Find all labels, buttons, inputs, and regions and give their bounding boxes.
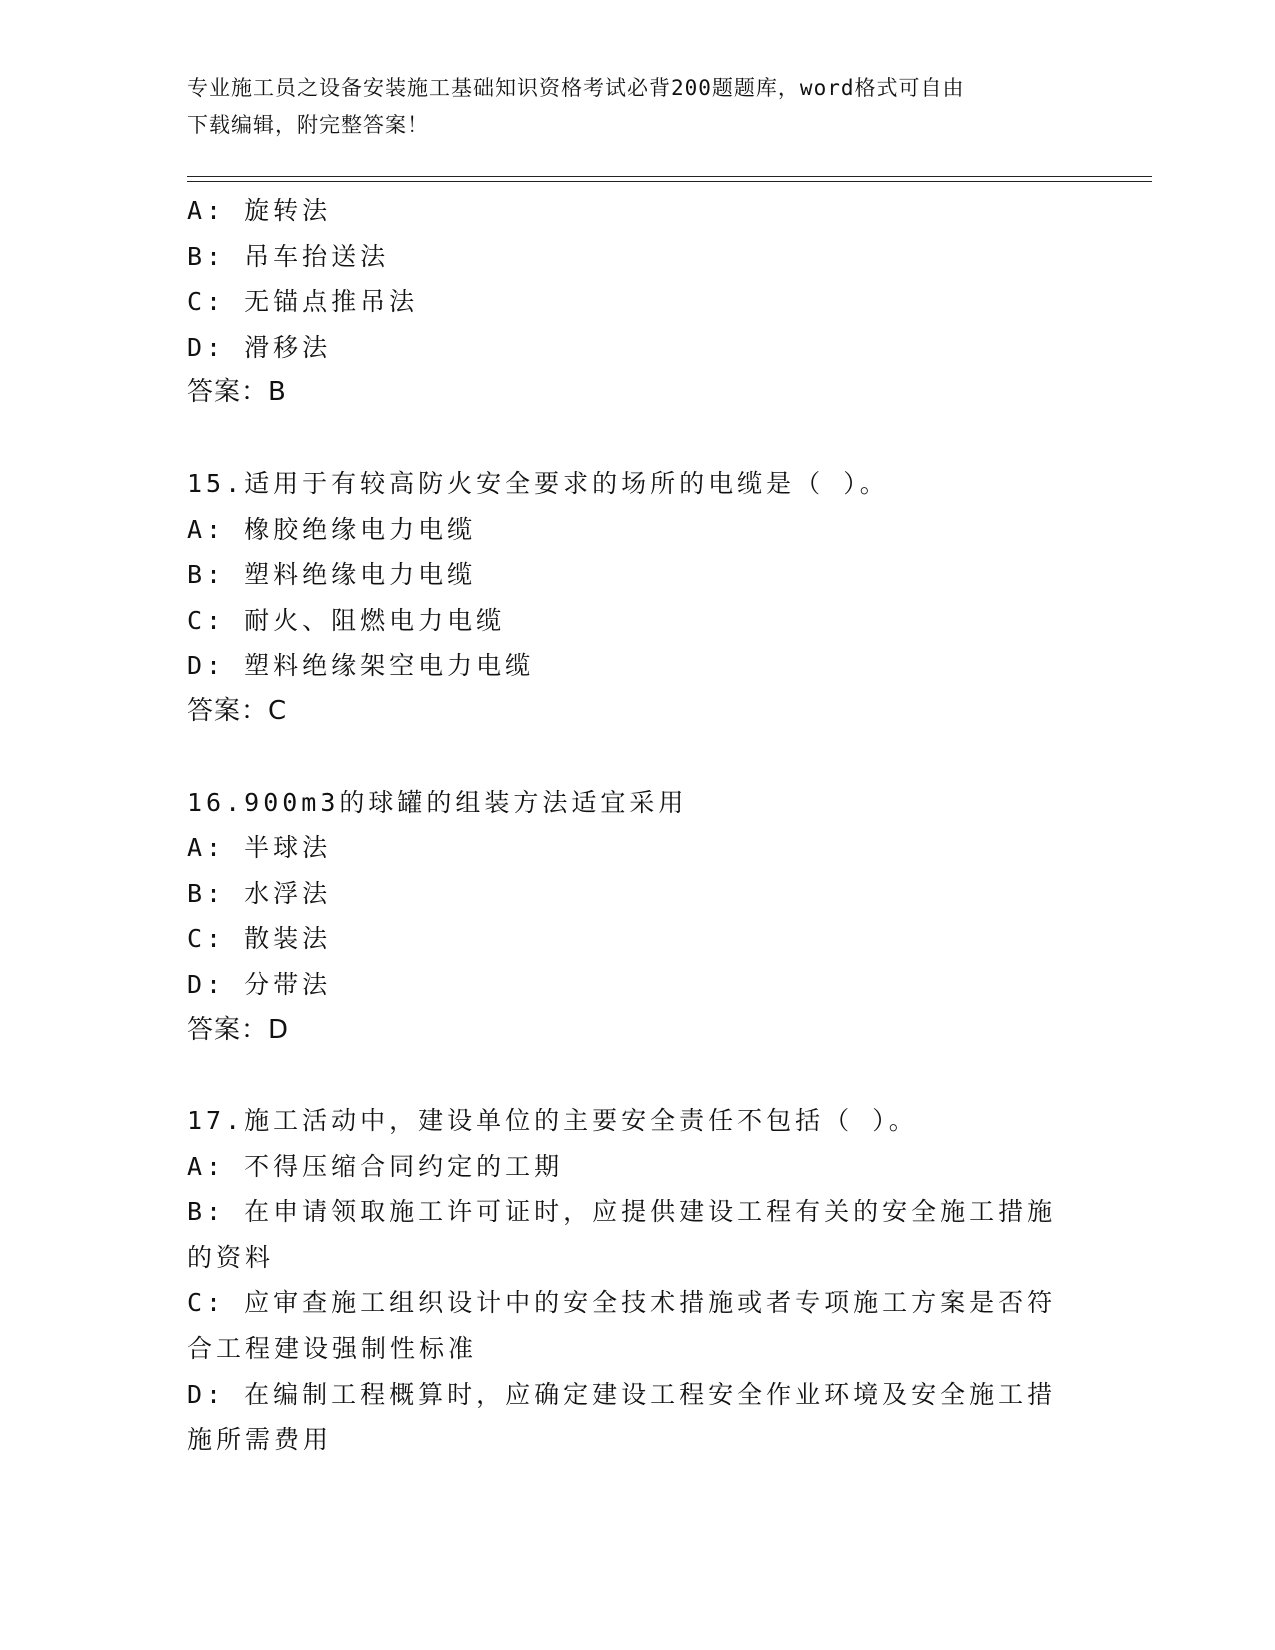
option-a: A: 不得压缩合同约定的工期 bbox=[187, 1151, 564, 1181]
option-b: B: 水浮法 bbox=[187, 878, 332, 908]
answer-line: 答案：C bbox=[187, 695, 288, 726]
option-d: D: 分带法 bbox=[187, 969, 332, 999]
option-d: D: 滑移法 bbox=[187, 332, 332, 362]
header-title-line-1: 专业施工员之设备安装施工基础知识资格考试必背200题题库，word格式可自由 bbox=[187, 76, 965, 100]
answer-line: 答案：D bbox=[187, 1014, 290, 1045]
spacer bbox=[187, 735, 1087, 780]
option-b: B: 在申请领取施工许可证时，应提供建设工程有关的安全施工措施的资料 bbox=[187, 1197, 1057, 1272]
spacer bbox=[187, 416, 1087, 461]
option-c: C: 散装法 bbox=[187, 924, 332, 954]
question-block-14 bbox=[187, 188, 1087, 416]
option-d: D: 在编制工程概算时，应确定建设工程安全作业环境及安全施工措施所需费用 bbox=[187, 1379, 1057, 1455]
option-c: C: 应审查施工组织设计中的安全技术措施或者专项施工方案是否符合工程建设强制性标准 bbox=[187, 1288, 1057, 1364]
option-d: D: 塑料绝缘架空电力电缆 bbox=[187, 651, 535, 681]
option-b: B: 塑料绝缘电力电缆 bbox=[187, 560, 477, 590]
question-stem: 16.900m3的球罐的组装方法适宜采用 bbox=[187, 787, 688, 817]
answer-line: 答案：B bbox=[187, 377, 287, 408]
option-a: A: 旋转法 bbox=[187, 196, 332, 225]
option-c: C: 耐火、阻燃电力电缆 bbox=[187, 605, 506, 635]
header-divider-bottom bbox=[187, 181, 1152, 182]
spacer bbox=[187, 1053, 1087, 1098]
option-a: A: 橡胶绝缘电力电缆 bbox=[187, 514, 477, 544]
question-block-16 bbox=[187, 780, 1087, 1054]
header-title-line-2: 下载编辑，附完整答案！ bbox=[187, 113, 429, 137]
question-list bbox=[187, 188, 1087, 1463]
question-stem: 15.适用于有较高防火安全要求的场所的电缆是（ ）。 bbox=[187, 468, 889, 498]
document-header bbox=[187, 70, 1087, 144]
question-block-17 bbox=[187, 1098, 1087, 1463]
question-stem: 17.施工活动中，建设单位的主要安全责任不包括（ ）。 bbox=[187, 1106, 918, 1136]
option-b: B: 吊车抬送法 bbox=[187, 241, 390, 271]
option-a: A: 半球法 bbox=[187, 833, 332, 863]
question-block-15 bbox=[187, 461, 1087, 735]
option-c: C: 无锚点推吊法 bbox=[187, 287, 419, 317]
header-divider-top bbox=[187, 176, 1152, 177]
